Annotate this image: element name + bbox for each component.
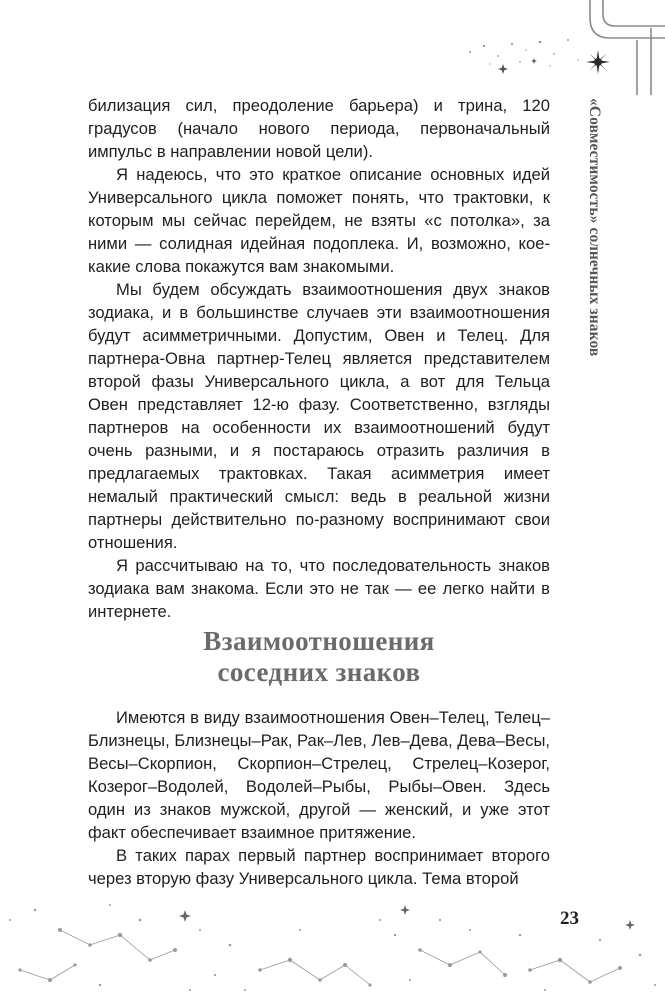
section-heading-line: Взаимоотношения (203, 626, 435, 656)
paragraph: Имеются в виду взаимоотношения Овен–Телец, Телец–Близнецы, Близнецы–Рак, Рак–Лев, Лев–Дева, Дева–Весы, Весы–Скорпион, Скорпион–Стрелец, Стрелец–Козерог, Козерог–Водолей, Водолей–Рыбы, Рыбы–Овен. Здесь один из знаков мужской, другой — женский, и уже этот факт обеспечивает взаимное притяжение. (88, 708, 550, 842)
running-head: «Совместимость» солнечных знаков (586, 98, 603, 357)
body-text-top (88, 94, 550, 623)
paragraph: В таких парах первый партнер воспринимает второго через вторую фазу Универсального цикла. Тема второй (88, 846, 550, 888)
constellation-stars-icon (450, 30, 640, 80)
paragraph: билизация сил, преодоление барьера) и трина, 120 градусов (начало нового периода, первоначальный импульс в направлении новой цели). (88, 96, 550, 161)
paragraph: Мы будем обсуждать взаимоотношения двух знаков зодиака, и в большинстве случаев эти взаимоотношения будут асимметричными. Допустим, Овен и Телец. Для партнера-Овна партнер-Телец является представителем второй фазы Универсального цикла, а вот для Тельца Овен представляет 12-ю фазу. Соответственно, взгляды партнеров на особенности их взаимоотношений будут очень разными, и я постараюсь отразить различия в предлагаемых трактовках. Такая асимметрия имеет немалый практический смысл: ведь в реальной жизни партнеры действительно по-разному воспринимают свои отношения. (88, 280, 550, 552)
page-number: 23 (560, 908, 579, 929)
body-text-bottom (88, 706, 550, 890)
paragraph: Я рассчитываю на то, что последовательность знаков зодиака вам знакома. Если это не так — ее легко найти в интернете. (88, 556, 550, 621)
constellation-stars-icon (0, 890, 665, 1000)
section-heading-line: соседних знаков (217, 657, 421, 687)
section-heading (88, 626, 550, 688)
paragraph: Я надеюсь, что это краткое описание основных идей Универсального цикла поможет понять, что трактовки, к которым мы сейчас перейдем, не взяты «с потолка», за ними — солидная идейная подоплека. И, возможно, кое-какие слова покажутся вам знакомыми. (88, 165, 550, 276)
